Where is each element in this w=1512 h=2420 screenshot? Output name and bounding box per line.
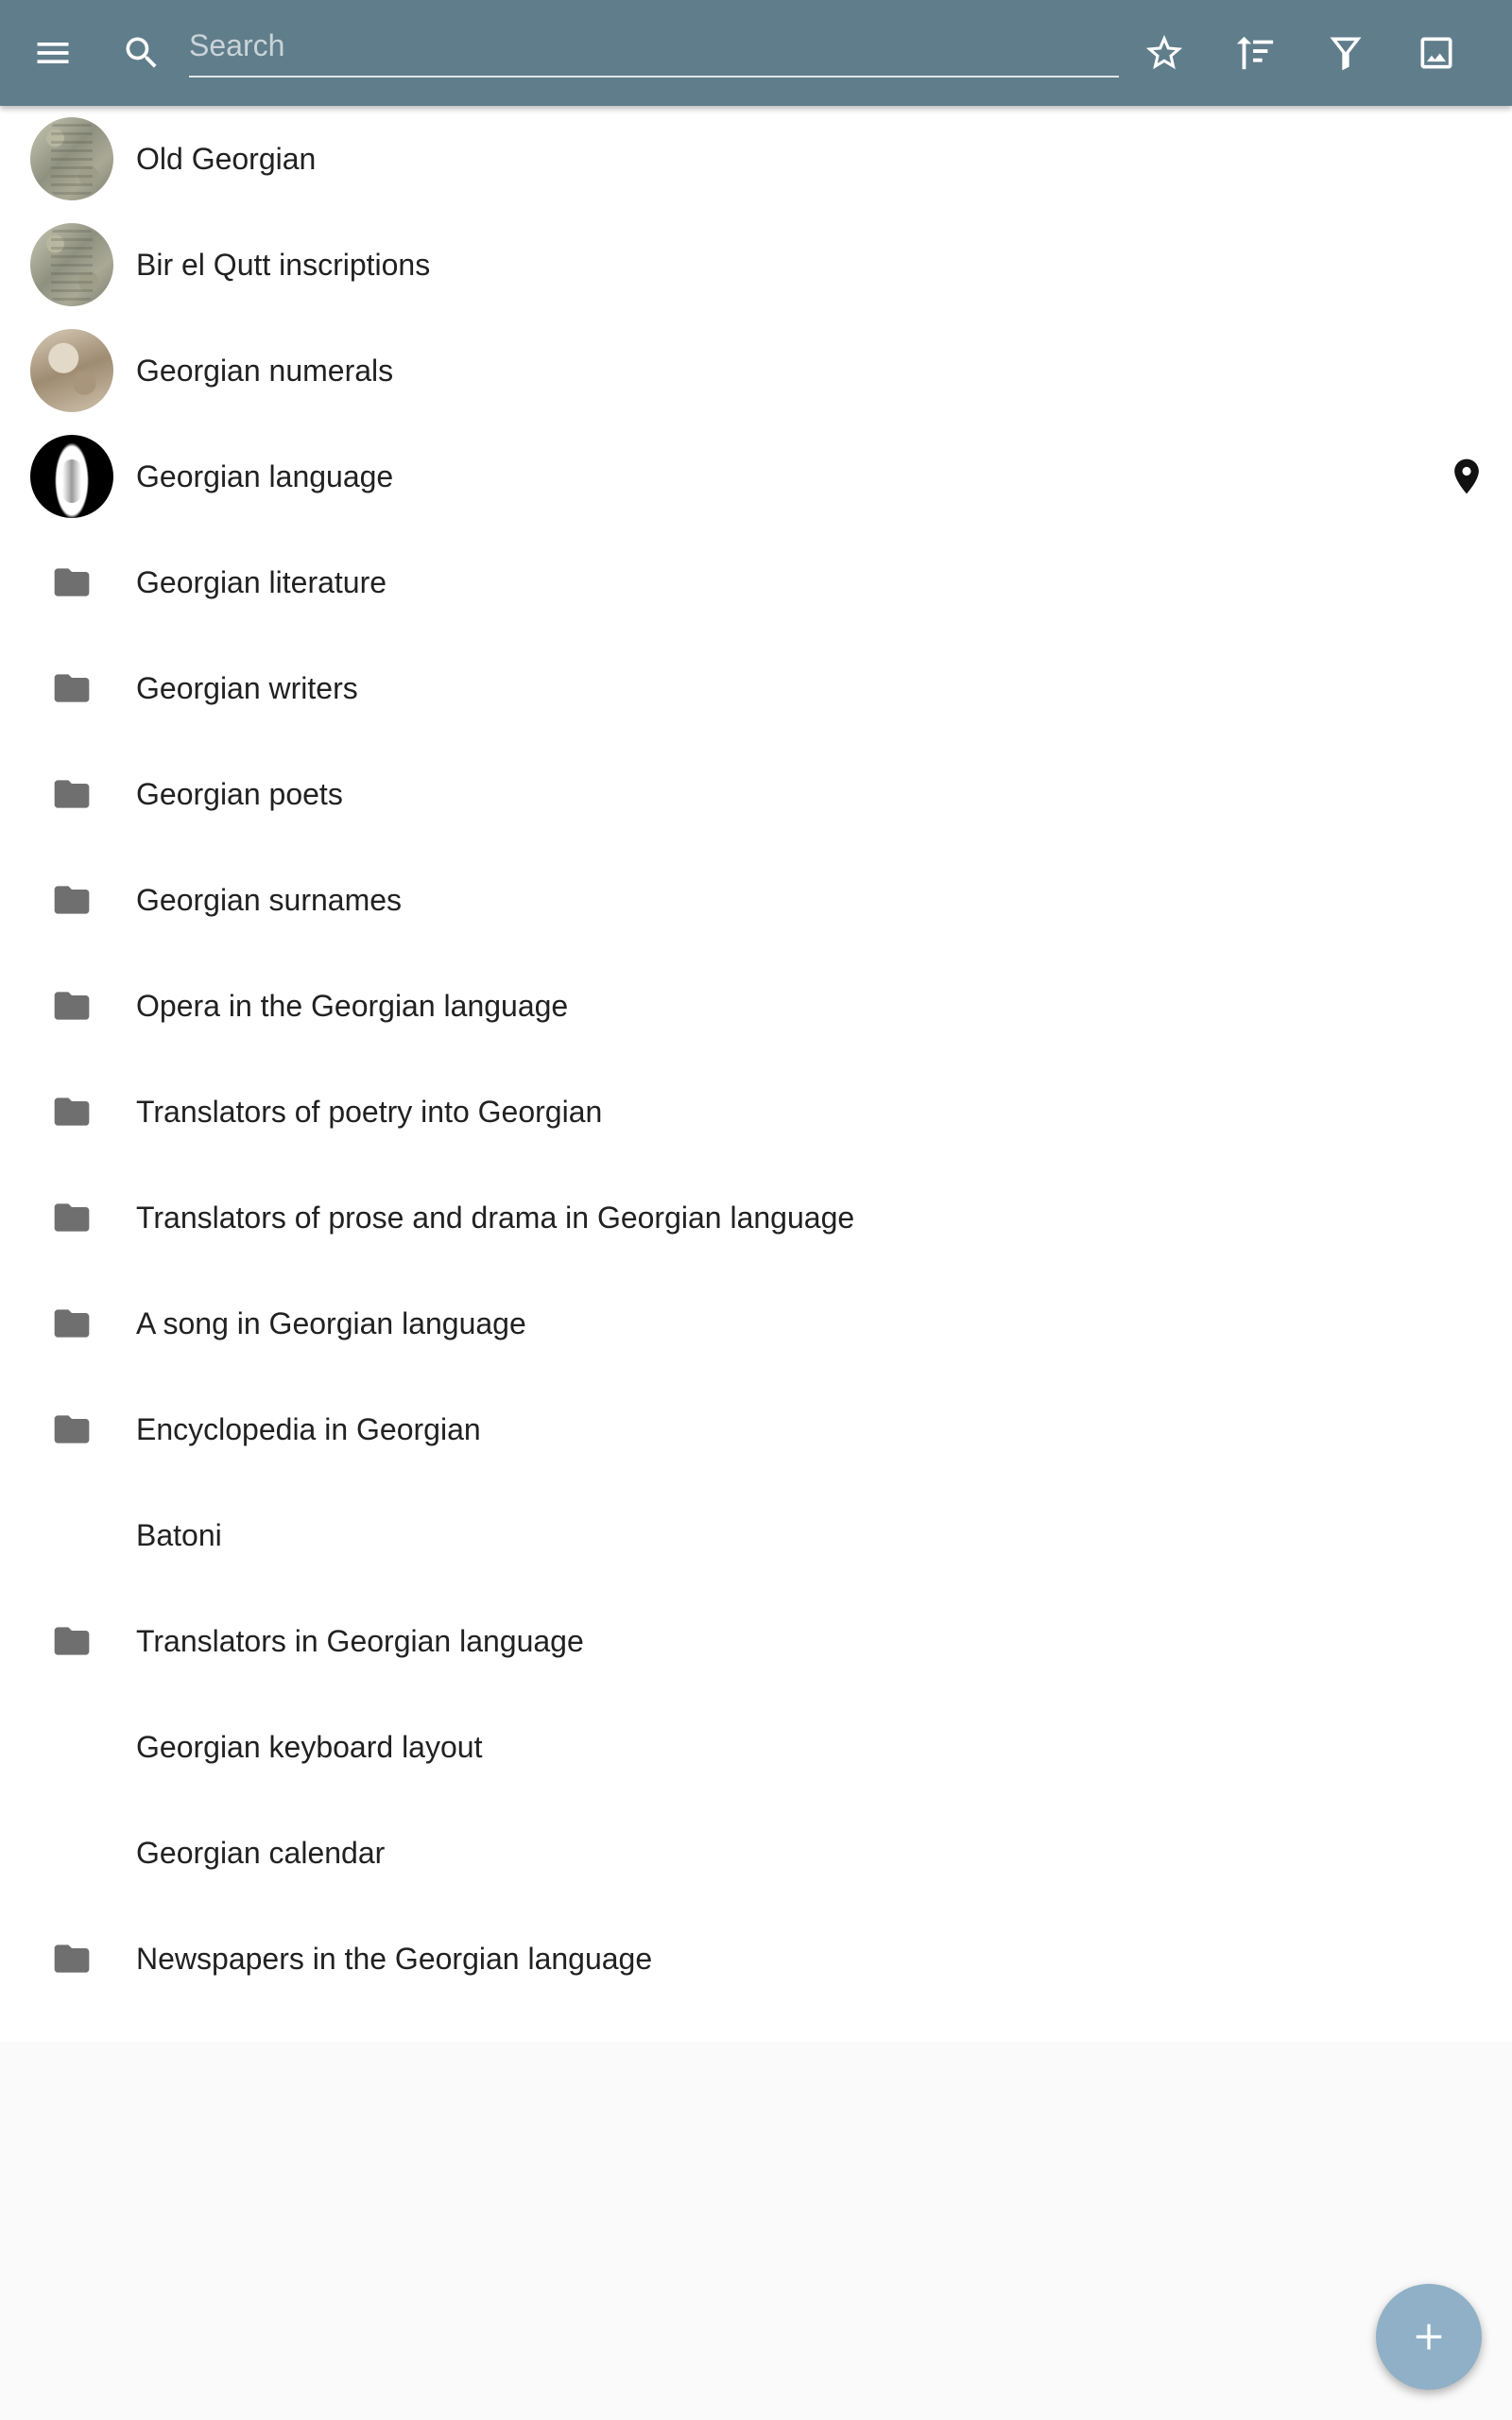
folder-icon [51, 879, 93, 921]
list-item[interactable] [0, 318, 1512, 424]
list-item-label: Georgian language [136, 459, 394, 493]
item-thumbnail [30, 223, 113, 306]
list-item-label: Bir el Qutt inscriptions [136, 248, 431, 282]
folder-icon [51, 1938, 93, 1979]
results-list [0, 106, 1512, 2042]
list-item-label: A song in Georgian language [136, 1306, 526, 1340]
list-item[interactable] [0, 741, 1512, 847]
filter-button[interactable] [1308, 15, 1383, 91]
list-item[interactable] [0, 1482, 1512, 1588]
list-item-label: Opera in the Georgian language [136, 989, 569, 1023]
filter-icon [1325, 32, 1366, 74]
list-item-label: Batoni [136, 1518, 222, 1552]
list-item[interactable] [0, 1906, 1512, 2012]
list-item[interactable] [0, 424, 1512, 529]
search-input[interactable] [189, 17, 1119, 74]
list-item[interactable] [0, 212, 1512, 318]
list-item[interactable] [0, 1165, 1512, 1270]
search-field [189, 17, 1119, 78]
image-icon [1416, 32, 1457, 74]
plus-icon [1410, 2318, 1448, 2356]
folder-icon [51, 562, 93, 603]
favorites-button[interactable] [1126, 15, 1202, 91]
search-icon [121, 32, 163, 74]
list-item[interactable] [0, 847, 1512, 953]
list-item-label: Georgian literature [136, 565, 387, 599]
list-item-label: Newspapers in the Georgian language [136, 1942, 653, 1976]
list-item[interactable] [0, 1059, 1512, 1165]
item-thumbnail [30, 117, 113, 200]
list-item[interactable] [0, 1270, 1512, 1376]
list-item[interactable] [0, 1376, 1512, 1482]
list-item[interactable] [0, 1694, 1512, 1800]
list-item-label: Georgian surnames [136, 883, 403, 917]
list-item-label: Translators of prose and drama in Georgian language [136, 1201, 855, 1235]
folder-icon [51, 1303, 93, 1344]
list-item-label: Encyclopedia in Georgian [136, 1412, 481, 1446]
menu-icon [32, 32, 74, 74]
list-item-label: Old Georgian [136, 142, 317, 176]
list-item-label: Georgian poets [136, 777, 343, 811]
app-bar [0, 0, 1512, 106]
list-item-label: Georgian keyboard layout [136, 1730, 483, 1764]
list-item[interactable] [0, 953, 1512, 1059]
folder-icon [51, 1091, 93, 1132]
star-outline-icon [1143, 31, 1186, 75]
folder-icon [51, 1620, 93, 1662]
folder-icon [51, 773, 93, 815]
list-item-label: Georgian calendar [136, 1836, 386, 1870]
list-item[interactable] [0, 1800, 1512, 1906]
list-item-label: Translators of poetry into Georgian [136, 1095, 603, 1129]
list-item[interactable] [0, 529, 1512, 635]
list-item[interactable] [0, 635, 1512, 741]
list-item[interactable] [0, 1588, 1512, 1694]
add-button[interactable] [1376, 2284, 1482, 2390]
folder-icon [51, 1197, 93, 1238]
list-item-label: Georgian numerals [136, 354, 394, 388]
image-toggle-button[interactable] [1399, 15, 1474, 91]
item-thumbnail [30, 329, 113, 412]
folder-icon [51, 667, 93, 709]
list-item-label: Georgian writers [136, 671, 358, 705]
sort-button[interactable] [1217, 15, 1293, 91]
menu-button[interactable] [15, 15, 91, 91]
list-item-label: Translators in Georgian language [136, 1624, 584, 1658]
list-item[interactable] [0, 106, 1512, 212]
map-pin-icon [1446, 456, 1487, 497]
folder-icon [51, 985, 93, 1027]
sort-icon [1233, 31, 1277, 75]
item-thumbnail [30, 435, 113, 518]
location-button[interactable] [1440, 450, 1493, 503]
folder-icon [51, 1409, 93, 1450]
search-button[interactable] [104, 15, 180, 91]
